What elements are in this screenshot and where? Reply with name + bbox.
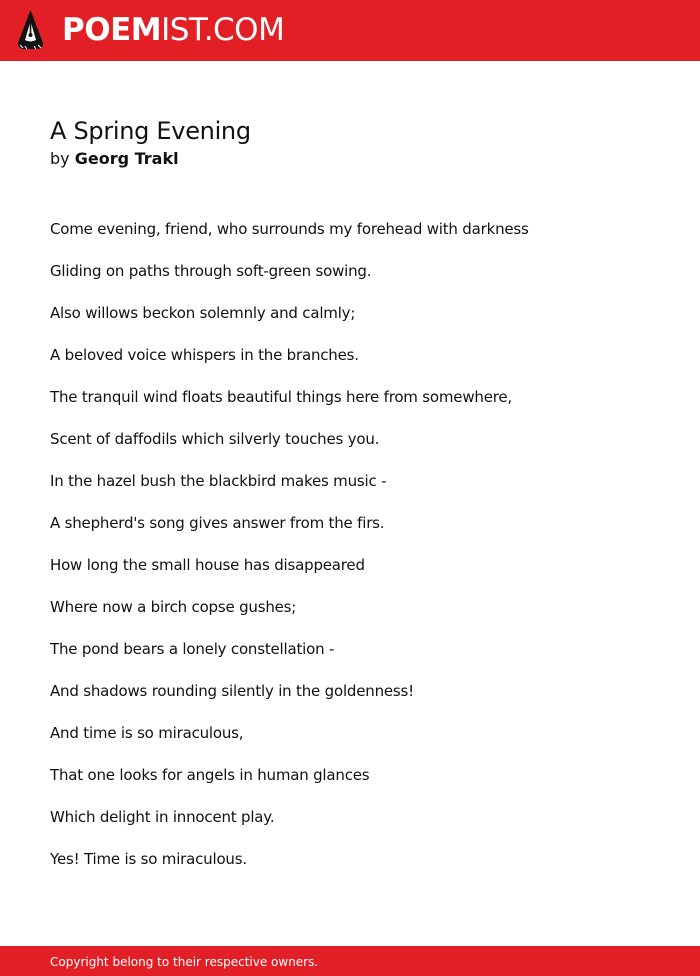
- poem-line: How long the small house has disappeared: [50, 556, 365, 574]
- brand-bold-text: POEM: [62, 12, 162, 48]
- poem-line: That one looks for angels in human glances: [50, 766, 370, 784]
- pen-nib-icon[interactable]: [17, 10, 44, 51]
- poem-line: Also willows beckon solemnly and calmly;: [50, 304, 356, 322]
- poem-line: And time is so miraculous,: [50, 724, 244, 742]
- poem-title: A Spring Evening: [50, 117, 251, 145]
- poem-line: Which delight in innocent play.: [50, 808, 275, 826]
- brand-light-text: IST.COM: [161, 12, 285, 48]
- poem-line: Yes! Time is so miraculous.: [50, 850, 247, 868]
- poem-line: In the hazel bush the blackbird makes music -: [50, 472, 387, 490]
- copyright-notice: Copyright belong to their respective owners.: [50, 955, 319, 969]
- poem-line: The pond bears a lonely constellation -: [50, 640, 335, 658]
- poem-body: [50, 218, 529, 890]
- site-footer: [0, 946, 700, 976]
- poem-line: A beloved voice whispers in the branches.: [50, 346, 359, 364]
- by-label: by: [50, 149, 70, 168]
- poem-line: Where now a birch copse gushes;: [50, 598, 297, 616]
- poem-line: Come evening, friend, who surrounds my forehead with darkness: [50, 220, 529, 238]
- site-logo[interactable]: [62, 12, 284, 48]
- byline: [50, 148, 179, 170]
- site-header: [0, 0, 700, 61]
- poem-line: And shadows rounding silently in the goldenness!: [50, 682, 414, 700]
- author-name: Georg Trakl: [74, 149, 179, 168]
- poem-line: A shepherd's song gives answer from the firs.: [50, 514, 385, 532]
- poem-line: The tranquil wind floats beautiful things here from somewhere,: [50, 388, 512, 406]
- poem-line: Gliding on paths through soft-green sowing.: [50, 262, 372, 280]
- poem-line: Scent of daffodils which silverly touches you.: [50, 430, 380, 448]
